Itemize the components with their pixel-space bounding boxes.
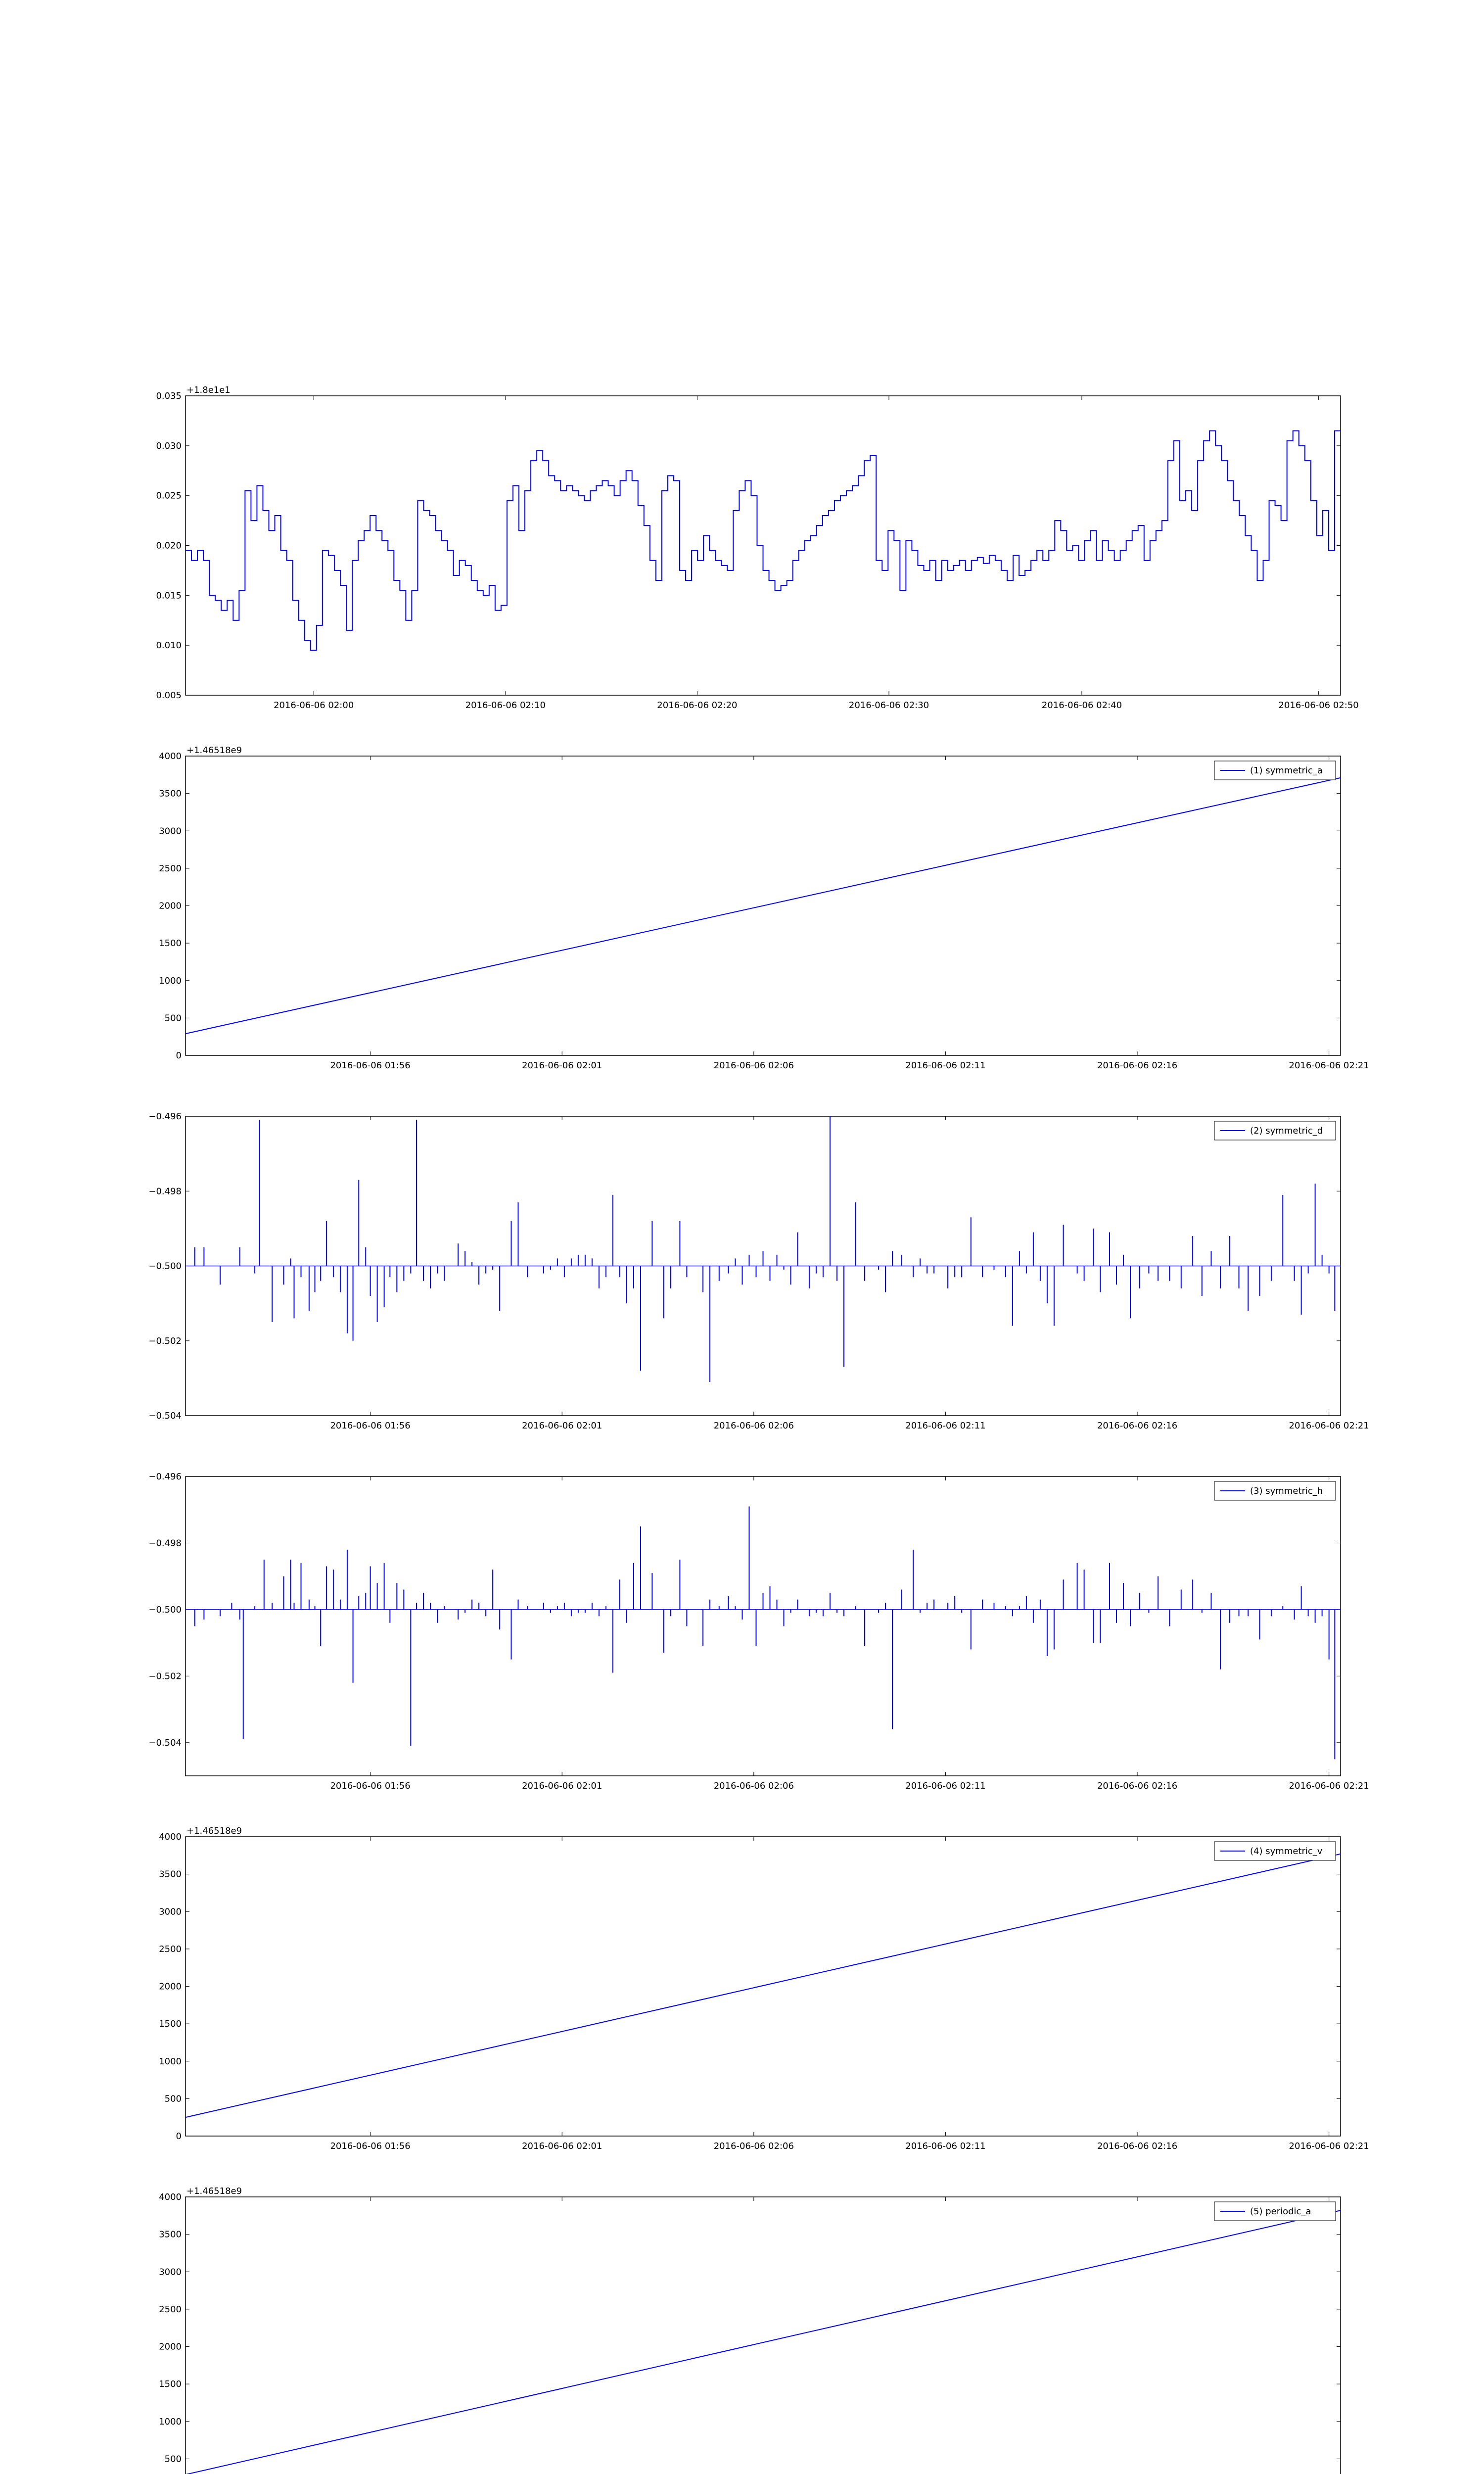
- x-tick-label: 2016-06-06 02:30: [848, 700, 929, 711]
- y-tick-label: 4000: [159, 751, 182, 761]
- y-tick-label: 3000: [159, 2267, 182, 2278]
- legend-label: (5) periodic_a: [1250, 2206, 1311, 2217]
- x-tick-label: 2016-06-06 02:06: [713, 1781, 794, 1791]
- y-tick-label: 2000: [159, 1981, 182, 1992]
- y-tick-label: 1500: [159, 938, 182, 949]
- y-tick-label: 1500: [159, 2019, 182, 2030]
- y-tick-label: 0: [176, 2131, 182, 2141]
- y-tick-label: −0.502: [148, 1671, 182, 1682]
- y-tick-label: 0.005: [156, 690, 182, 701]
- legend: [1214, 1481, 1336, 1500]
- y-tick-label: −0.500: [148, 1261, 182, 1272]
- y-tick-label: −0.504: [148, 1737, 182, 1748]
- y-tick-label: −0.496: [148, 1472, 182, 1482]
- x-tick-label: 2016-06-06 02:11: [905, 1781, 986, 1791]
- y-tick-label: 500: [164, 2454, 182, 2465]
- y-tick-label: 2500: [159, 863, 182, 874]
- x-tick-label: 2016-06-06 02:06: [713, 2141, 794, 2151]
- legend-label: (2) symmetric_d: [1250, 1126, 1323, 1136]
- y-tick-label: 1000: [159, 975, 182, 986]
- y-tick-label: 0.020: [156, 540, 182, 551]
- x-tick-label: 2016-06-06 02:11: [905, 2141, 986, 2151]
- y-tick-label: 1000: [159, 2056, 182, 2067]
- y-tick-label: 2500: [159, 2304, 182, 2315]
- y-tick-label: −0.502: [148, 1335, 182, 1346]
- legend: [1214, 2202, 1336, 2221]
- y-tick-label: 0: [176, 1050, 182, 1061]
- x-tick-label: 2016-06-06 02:21: [1289, 1781, 1369, 1791]
- y-tick-label: −0.504: [148, 1411, 182, 1421]
- y-tick-label: 0.015: [156, 590, 182, 601]
- y-tick-label: 2000: [159, 2341, 182, 2352]
- x-tick-label: 2016-06-06 02:50: [1278, 700, 1359, 711]
- x-tick-label: 2016-06-06 02:20: [657, 700, 738, 711]
- legend-label: (3) symmetric_h: [1250, 1486, 1323, 1496]
- y-tick-label: 1000: [159, 2416, 182, 2427]
- x-tick-label: 2016-06-06 02:21: [1289, 1060, 1369, 1071]
- y-tick-label: 1500: [159, 2379, 182, 2390]
- y-tick-label: 500: [164, 2093, 182, 2104]
- x-tick-label: 2016-06-06 02:11: [905, 1421, 986, 1431]
- legend: [1214, 761, 1336, 780]
- y-tick-label: 3000: [159, 1906, 182, 1917]
- x-tick-label: 2016-06-06 02:01: [522, 1421, 603, 1431]
- axis-offset-text: +1.8e1e1: [186, 385, 231, 395]
- x-tick-label: 2016-06-06 02:10: [465, 700, 546, 711]
- y-tick-label: 2000: [159, 901, 182, 911]
- x-tick-label: 2016-06-06 02:01: [522, 2141, 603, 2151]
- x-tick-label: 2016-06-06 02:16: [1097, 1781, 1178, 1791]
- y-tick-label: 0.030: [156, 440, 182, 451]
- x-tick-label: 2016-06-06 02:21: [1289, 2141, 1369, 2151]
- x-tick-label: 2016-06-06 01:56: [330, 1781, 411, 1791]
- x-tick-label: 2016-06-06 02:40: [1041, 700, 1122, 711]
- x-tick-label: 2016-06-06 02:16: [1097, 2141, 1178, 2151]
- y-tick-label: 4000: [159, 1832, 182, 1842]
- legend: [1214, 1842, 1336, 1860]
- x-tick-label: 2016-06-06 02:16: [1097, 1060, 1178, 1071]
- x-tick-label: 2016-06-06 02:16: [1097, 1421, 1178, 1431]
- x-tick-label: 2016-06-06 02:01: [522, 1060, 603, 1071]
- legend-label: (1) symmetric_a: [1250, 765, 1323, 776]
- y-tick-label: 3000: [159, 826, 182, 837]
- y-tick-label: −0.498: [148, 1538, 182, 1549]
- x-tick-label: 2016-06-06 02:06: [713, 1421, 794, 1431]
- y-tick-label: −0.496: [148, 1111, 182, 1122]
- legend: [1214, 1121, 1336, 1140]
- x-tick-label: 2016-06-06 01:56: [330, 2141, 411, 2151]
- x-tick-label: 2016-06-06 02:01: [522, 1781, 603, 1791]
- x-tick-label: 2016-06-06 01:56: [330, 1421, 411, 1431]
- axis-offset-text: +1.46518e9: [186, 745, 242, 756]
- y-tick-label: 4000: [159, 2192, 182, 2202]
- axis-offset-text: +1.46518e9: [186, 1826, 242, 1836]
- x-tick-label: 2016-06-06 02:11: [905, 1060, 986, 1071]
- y-tick-label: 2500: [159, 1944, 182, 1954]
- y-tick-label: 0.035: [156, 391, 182, 401]
- y-tick-label: 500: [164, 1013, 182, 1024]
- x-tick-label: 2016-06-06 02:06: [713, 1060, 794, 1071]
- x-tick-label: 2016-06-06 02:21: [1289, 1421, 1369, 1431]
- y-tick-label: −0.500: [148, 1604, 182, 1615]
- axis-offset-text: +1.46518e9: [186, 2186, 242, 2196]
- legend-label: (4) symmetric_v: [1250, 1846, 1323, 1856]
- y-tick-label: −0.498: [148, 1186, 182, 1197]
- y-tick-label: 3500: [159, 788, 182, 799]
- y-tick-label: 0.010: [156, 640, 182, 651]
- y-tick-label: 3500: [159, 2229, 182, 2240]
- x-tick-label: 2016-06-06 01:56: [330, 1060, 411, 1071]
- y-tick-label: 0.025: [156, 490, 182, 501]
- y-tick-label: 3500: [159, 1869, 182, 1880]
- x-tick-label: 2016-06-06 02:00: [274, 700, 354, 711]
